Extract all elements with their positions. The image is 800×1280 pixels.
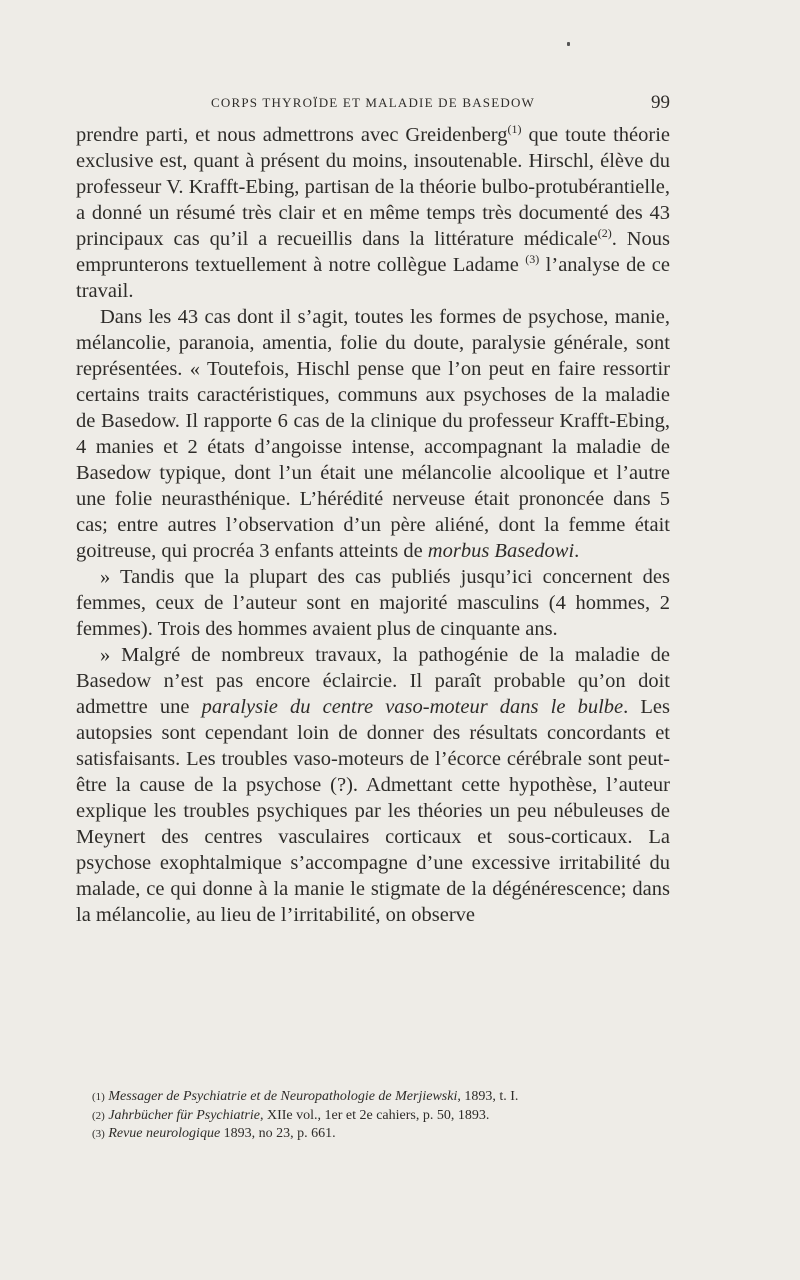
text-run: . Nous emprunterons textuellement à notre collègue Ladame (76, 228, 670, 276)
text-run: . Les autopsies sont cependant loin de donner des résultats concordants et satisfaisants. Les troubles vaso-moteurs de l’écorce cérébrale sont peut-être la cause de la psychose (?). Admettant cette hypothèse, l’auteur explique les troubles psychiques par les théories un peu nébuleuses de Meynert des centres vasculaires corticaux et sous-corticaux. La psychose exophtalmique s’accompagne d’une excessive irritabilité du malade, ce qui donne à la manie le stigmate de la dégénérescence; dans la mélancolie, au lieu de l’irritabilité, on observe (76, 696, 670, 926)
italic-text: paralysie du centre vaso-moteur dans le bulbe (201, 696, 624, 718)
page-header (76, 92, 670, 116)
footnote (92, 1125, 672, 1144)
footnote-text: , 1893, t. I. (457, 1089, 519, 1104)
text-run: prendre parti, et nous admettrons avec Greidenberg (76, 124, 508, 146)
footnote-title: Revue neurologique (108, 1126, 221, 1141)
footnotes (92, 1088, 672, 1144)
text-run: . (574, 540, 580, 562)
text-run: que toute théorie exclusive est, quant à présent du moins, insoutenable. Hirschl, élève du professeur V. Krafft-Ebing, partisan de la théorie bulbo-protubérantielle, a donné un résumé très clair et en même temps très documenté des 43 principaux cas qu’il a recueillis dans la littérature médicale (76, 124, 670, 250)
body-text (76, 122, 670, 928)
text-run: l’analyse de ce travail. (76, 254, 670, 302)
running-title: CORPS THYROÏDE ET MALADIE DE BASEDOW (210, 95, 536, 110)
ink-speck (567, 42, 570, 46)
footnote-mark: (1) (92, 1091, 105, 1103)
footnote-ref: (3) (525, 252, 540, 267)
paragraph (76, 122, 670, 304)
paragraph (76, 304, 670, 564)
page-number: 99 (651, 92, 670, 113)
paragraph (76, 564, 670, 642)
text-run: » Tandis que la plupart des cas publiés jusqu’ici concernent des femmes, ceux de l’auteur sont en majorité masculins (4 hommes, 2 femmes). Trois des hommes avaient plus de cinquante ans. (76, 566, 670, 640)
paragraph (76, 642, 670, 928)
text-run: » Malgré de nombreux travaux, la pathogénie de la maladie de Basedow n’est pas encore éclaircie. Il paraît probable qu’on doit admettre une (76, 644, 670, 718)
footnote (92, 1107, 672, 1126)
text-run: Dans les 43 cas dont il s’agit, toutes les formes de psychose, manie, mélancolie, paranoia, amentia, folie du doute, paralysie générale, sont représentées. « Toutefois, Hischl pense que l’on peut en faire ressortir certains traits caractéristiques, communs aux psychoses de la maladie de Basedow. Il rapporte 6 cas de la clinique du professeur Krafft-Ebing, 4 manies et 2 états d’angoisse intense, accompagnant la maladie de Basedow typique, dont l’un était une mélancolie alcoolique et l’autre une folie neurasthénique. L’hérédité nerveuse était prononcée dans 5 cas; entre autres l’observation d’un père aliéné, dont la femme était goitreuse, qui procréa 3 enfants atteints de (76, 306, 670, 562)
footnote-mark: (3) (92, 1128, 105, 1140)
footnote-title: Messager de Psychiatrie et de Neuropathologie de Merjiewski (108, 1089, 458, 1104)
footnote-title: Jahrbücher für Psychiatrie (108, 1107, 260, 1123)
footnote-text: 1893, no 23, p. 661. (220, 1126, 336, 1141)
footnote-mark: (2) (92, 1109, 105, 1122)
footnote-ref: (1) (507, 122, 522, 137)
footnote (92, 1088, 672, 1107)
italic-text: morbus Basedowi (427, 540, 575, 562)
footnote-text: , XIIe vol., 1er et 2e cahiers, p. 50, 1893. (259, 1107, 490, 1123)
footnote-ref: (2) (597, 226, 612, 241)
